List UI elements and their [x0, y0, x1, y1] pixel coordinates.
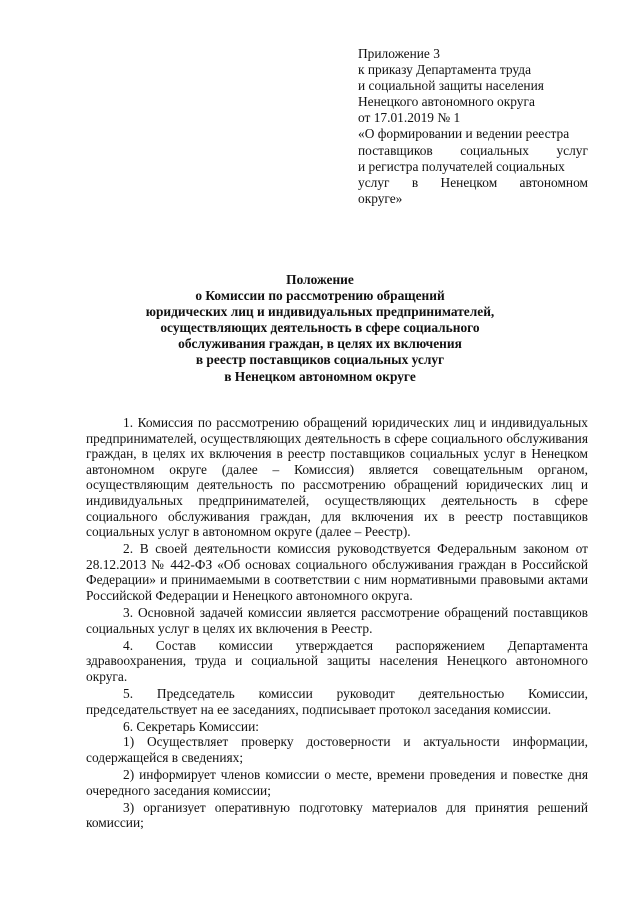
title-line: в Ненецком автономном округе: [224, 368, 416, 384]
annex-line: округе»: [358, 190, 403, 206]
title-line: юридических лиц и индивидуальных предпринимателей,: [145, 304, 495, 320]
paragraph-6: 6. Секретарь Комиссии:: [123, 718, 259, 734]
title-line: обслуживания граждан, в целях их включения: [178, 336, 462, 352]
annex-line: от 17.01.2019 № 1: [358, 110, 461, 126]
paragraph-5: 5. Председатель комиссии руководит деятельностью Комиссии, председательствует на ее заседаниях, подписывает протокол заседания комиссии.: [86, 686, 588, 717]
paragraph-6-3: 3) организует оперативную подготовку материалов для принятия решений комиссии;: [86, 799, 588, 831]
annex-line: к приказу Департамента труда: [358, 62, 532, 78]
annex-line: Ненецкого автономного округа: [358, 94, 535, 110]
document-body: [86, 415, 588, 832]
annex-line: и социальной защиты населения: [358, 78, 544, 94]
paragraph-6-2: 2) информирует членов комиссии о месте, времени проведения и повестке дня очередного заседания комиссии;: [86, 767, 588, 798]
paragraph-2: 2. В своей деятельности комиссия руководствуется Федеральным законом от 28.12.2013 № 442-ФЗ «Об основах социального обслуживания граждан в Российской Федерации» и принимаемыми в соответствии с ним нормативными правовыми актами Российской Федерации и Ненецкого автономного округа.: [86, 541, 588, 604]
annex-line: поставщиков социальных услуг: [358, 142, 588, 158]
title-line: о Комиссии по рассмотрению обращений: [195, 288, 445, 304]
paragraph-4: 4. Состав комиссии утверждается распоряжением Департамента здравоохранения, труда и социальной защиты населения Ненецкого автономного округа.: [86, 637, 588, 684]
title-line: Положение: [286, 272, 354, 287]
title-line: осуществляющих деятельность в сфере социального: [160, 320, 480, 336]
paragraph-3: 3. Основной задачей комиссии является рассмотрение обращений поставщиков социальных услуг в целях их включения в Реестр.: [86, 605, 588, 636]
document-title: [100, 272, 540, 385]
annex-header: [358, 46, 588, 207]
paragraph-1: 1. Комиссия по рассмотрению обращений юридических лиц и индивидуальных предпринимателей, осуществляющих деятельность в сфере социального обслуживания граждан, в целях их включения в реестр поставщиков социальных услуг в Ненецком автономном округе (далее – Комиссия) является совещательным органом, осуществляющим деятельность по рассмотрению обращений юридических лиц и индивидуальных предпринимателей, осуществляющих деятельность в сфере социального обслуживания граждан, для включения их в реестр поставщиков социальных услуг в автономном округе (далее – Реестр).: [86, 415, 588, 540]
annex-line: и регистра получателей социальных: [358, 158, 565, 174]
annex-line: Приложение 3: [358, 46, 440, 61]
paragraph-6-1: 1) Осуществляет проверку достоверности и актуальности информации, содержащейся в сведениях;: [86, 734, 588, 765]
annex-line: «О формировании и ведении реестра: [358, 126, 570, 142]
annex-line: услуг в Ненецком автономном: [358, 174, 588, 190]
title-line: в реестр поставщиков социальных услуг: [195, 352, 445, 368]
